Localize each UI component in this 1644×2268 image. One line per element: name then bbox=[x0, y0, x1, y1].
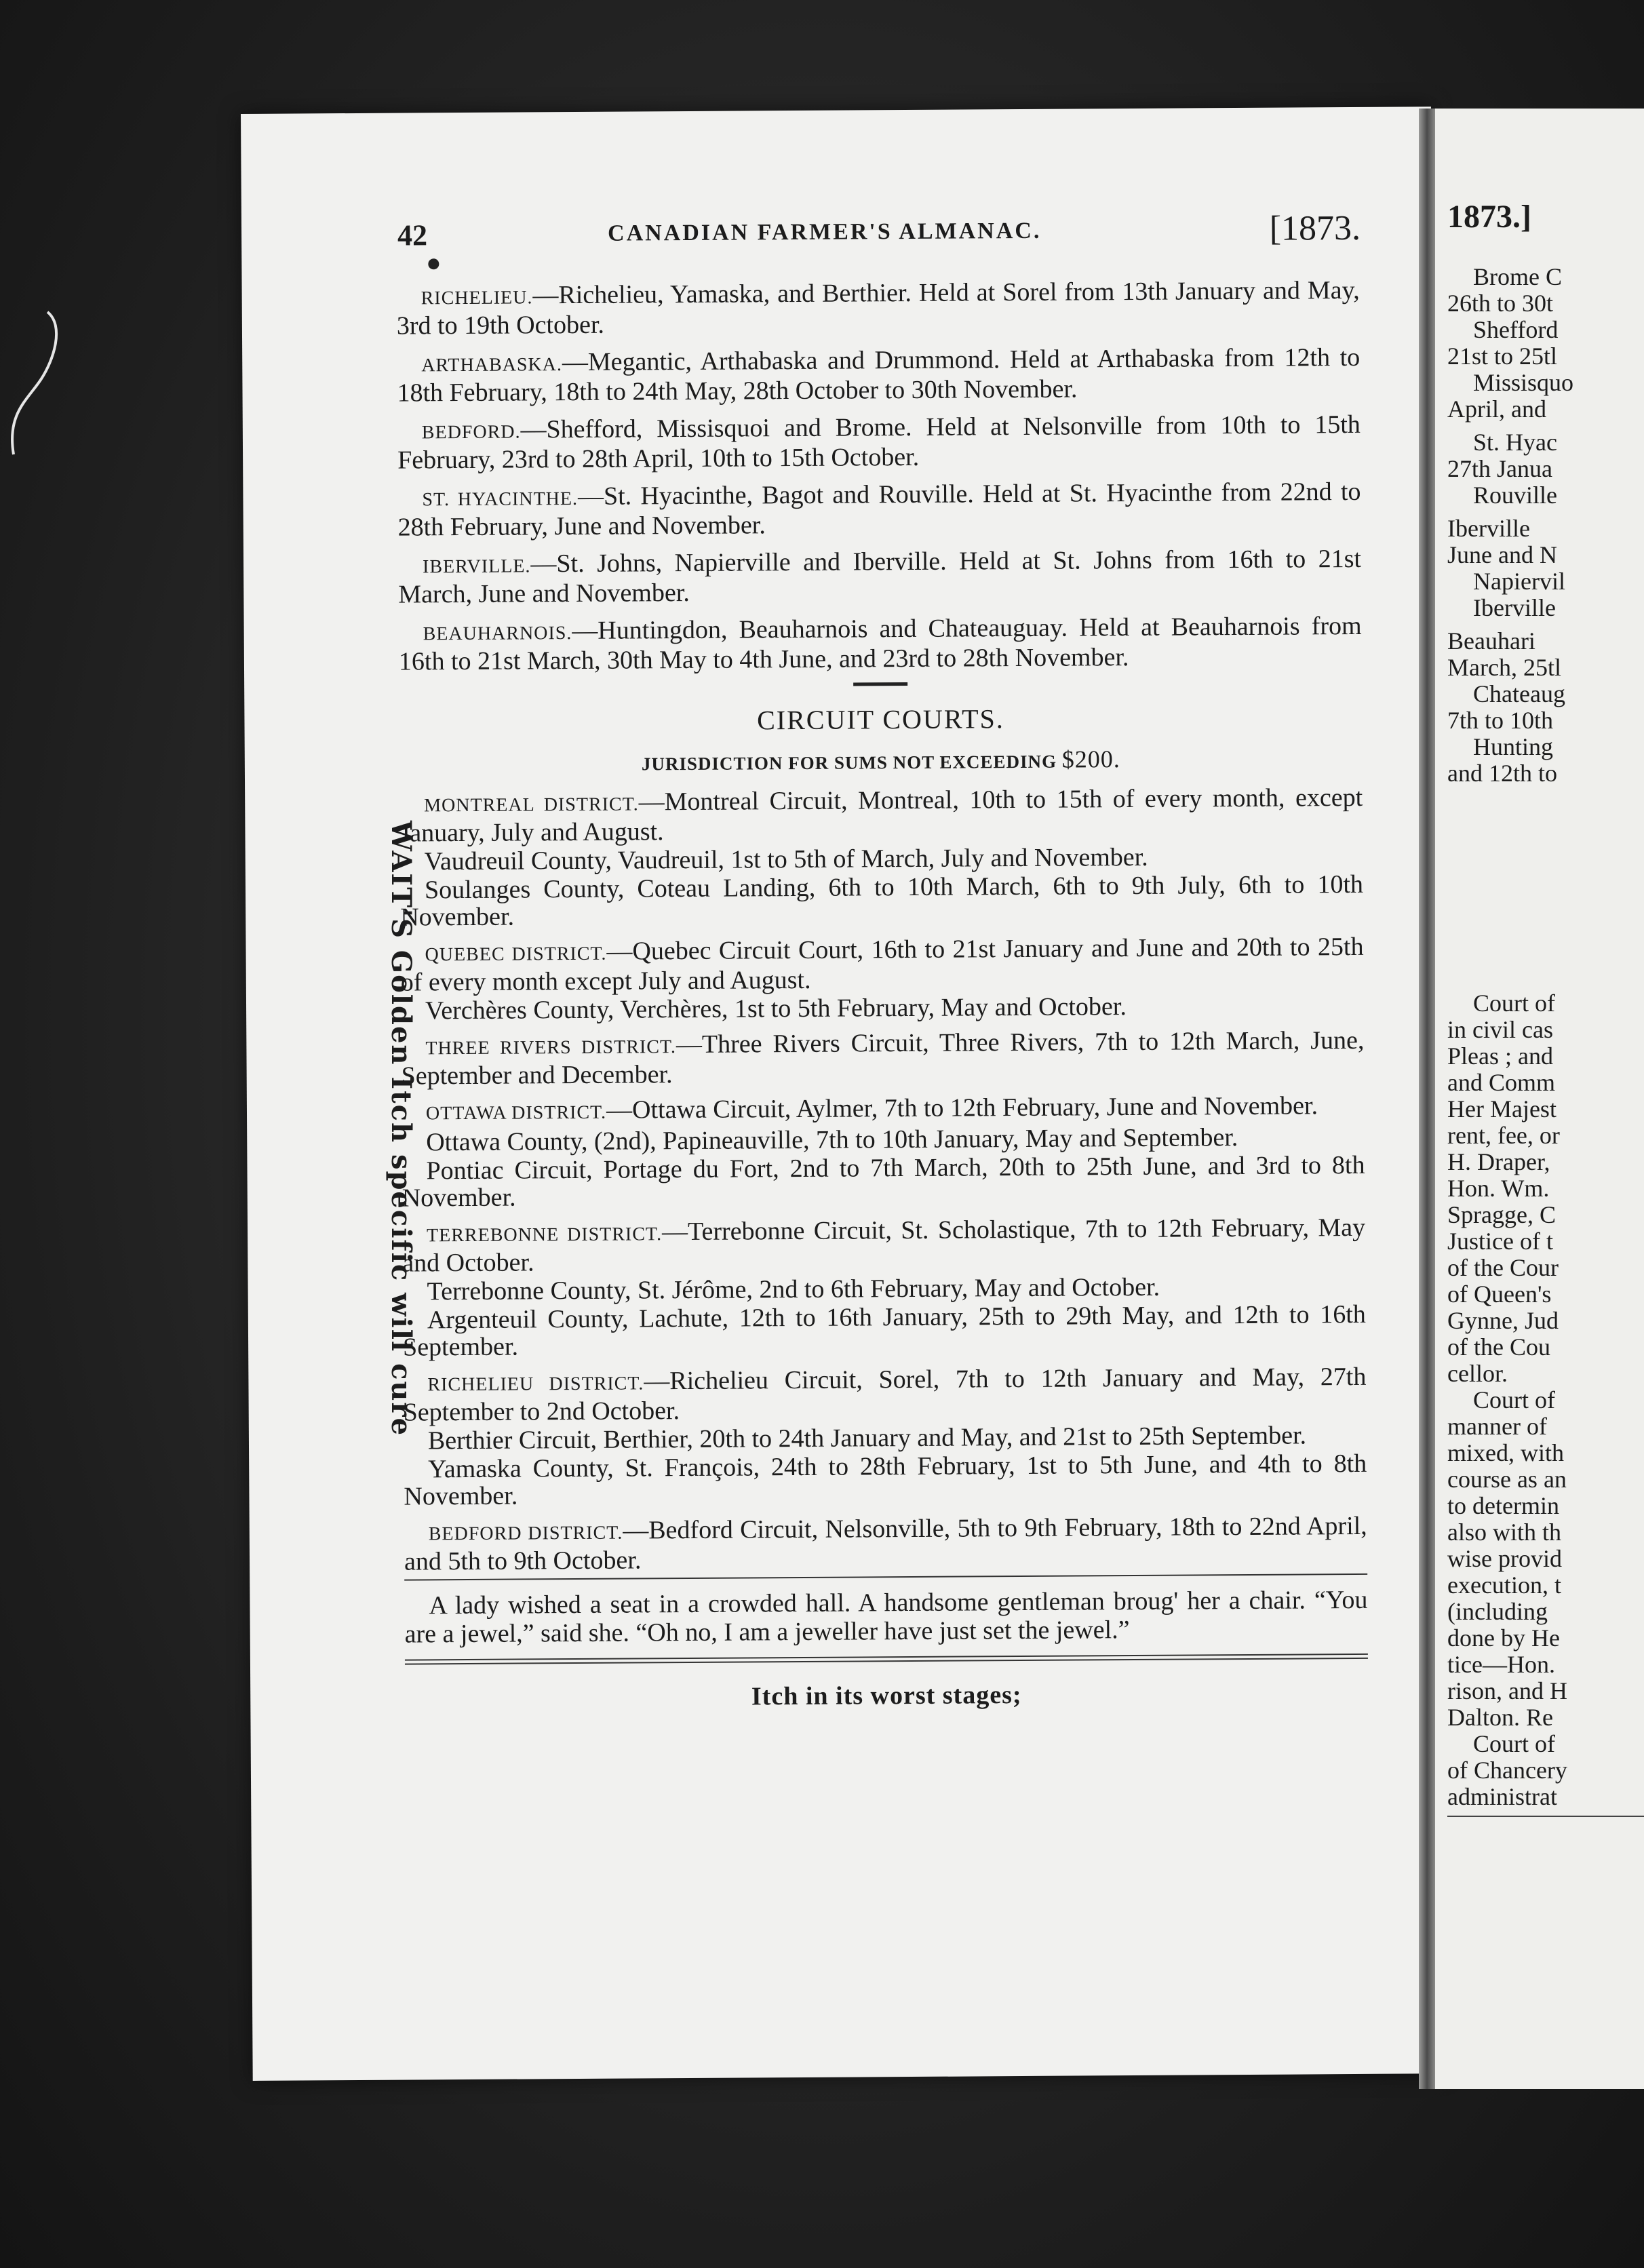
district-paragraph bbox=[397, 344, 1360, 407]
circuit-entry-text: —Richelieu Circuit, Sorel, 7th to 12th January and May, 27th September to 2nd October. bbox=[403, 1362, 1367, 1427]
right-page-line: 26th to 30t bbox=[1447, 290, 1554, 317]
right-page-line: Rouville bbox=[1473, 482, 1557, 509]
right-page-line: in civil cas bbox=[1447, 1016, 1553, 1043]
right-page-line: Iberville bbox=[1447, 515, 1530, 542]
right-page-line: Gynne, Jud bbox=[1447, 1307, 1559, 1334]
right-page-line: H. Draper, bbox=[1447, 1148, 1550, 1175]
district-name: ST. HYACINTHE. bbox=[422, 488, 579, 511]
right-page-line bbox=[1447, 787, 1644, 990]
district-paragraph bbox=[397, 411, 1361, 474]
district-text: —St. Johns, Napierville and Iberville. Held at St. Johns from 16th to 21st March, June and November. bbox=[398, 544, 1362, 609]
district-paragraph bbox=[397, 277, 1360, 340]
district-paragraph bbox=[398, 545, 1361, 608]
circuit-entry-text: Vaudreuil County, Vaudreuil, 1st to 5th of March, July and November. bbox=[424, 842, 1148, 876]
right-page-line: Hunting bbox=[1473, 733, 1554, 760]
right-page-line: mixed, with bbox=[1447, 1439, 1564, 1466]
right-page-line: done by He bbox=[1447, 1624, 1560, 1651]
side-advert: WAIT'S Golden Itch specific will cure bbox=[385, 821, 417, 1437]
district-name: BEDFORD. bbox=[421, 421, 521, 444]
circuit-entry-text: —Terrebonne Circuit, St. Scholastique, 7th to 12th February, May and October. bbox=[402, 1213, 1366, 1278]
circuit-entry bbox=[403, 1363, 1366, 1426]
right-page-line: and 12th to bbox=[1447, 760, 1557, 787]
circuit-district-name: RICHELIEU DISTRICT. bbox=[427, 1373, 644, 1396]
district-name: BEAUHARNOIS. bbox=[423, 623, 572, 645]
right-page-line: March, 25tl bbox=[1447, 654, 1561, 681]
district-text: —Richelieu, Yamaska, and Berthier. Held at Sorel from 13th January and May, 3rd to 19th October. bbox=[396, 275, 1360, 340]
almanac-title: CANADIAN FARMER'S ALMANAC. bbox=[607, 218, 1042, 246]
circuit-list bbox=[399, 784, 1367, 1576]
right-page-text bbox=[1447, 199, 1644, 1817]
right-page-line: of the Cour bbox=[1447, 1254, 1559, 1281]
circuit-entry bbox=[402, 1152, 1365, 1212]
circuit-district-name: THREE RIVERS DISTRICT. bbox=[425, 1036, 677, 1059]
right-page-rule bbox=[1447, 1816, 1644, 1817]
district-text: —Shefford, Missisquoi and Brome. Held at Nelsonville from 10th to 15th February, 23rd to 28th April, 10th to 15th October. bbox=[397, 410, 1361, 475]
circuit-entry-text: Berthier Circuit, Berthier, 20th to 24th January and May, and 21st to 25th September. bbox=[427, 1421, 1307, 1455]
right-page bbox=[1435, 109, 1644, 2089]
circuit-entry bbox=[400, 933, 1363, 996]
right-page-line: Court of bbox=[1473, 1386, 1555, 1413]
right-page-line: (including bbox=[1447, 1598, 1548, 1625]
circuit-courts-subtitle bbox=[399, 744, 1363, 779]
right-page-line: Justice of t bbox=[1447, 1228, 1553, 1255]
right-page-line: St. Hyac bbox=[1473, 429, 1557, 456]
right-page-line: Iberville bbox=[1473, 594, 1556, 621]
right-page-line: to determin bbox=[1447, 1492, 1559, 1519]
circuit-entry-text: Pontiac Circuit, Portage du Fort, 2nd to 7th March, 20th to 25th June, and 3rd to 8th November. bbox=[402, 1150, 1365, 1213]
circuit-entry-text: Yamaska County, St. François, 24th to 28th February, 1st to 5th June, and 4th to 8th November. bbox=[404, 1449, 1367, 1511]
circuit-entry-text: —Bedford Circuit, Nelsonville, 5th to 9th February, 18th to 22nd April, and 5th to 9th October. bbox=[404, 1511, 1367, 1576]
circuit-entry bbox=[400, 871, 1363, 931]
circuit-entry bbox=[401, 992, 1364, 1025]
circuit-entry bbox=[403, 1301, 1366, 1361]
circuit-entry bbox=[404, 1450, 1367, 1510]
district-paragraph bbox=[397, 478, 1361, 541]
right-page-line: Pleas ; and bbox=[1447, 1042, 1553, 1070]
circuit-entry bbox=[401, 1027, 1364, 1090]
district-paragraph bbox=[399, 612, 1362, 676]
circuit-entry-text: Ottawa County, (2nd), Papineauville, 7th to 10th January, May and September. bbox=[426, 1123, 1238, 1157]
right-page-line: of Queen's bbox=[1447, 1280, 1552, 1308]
page-number: 42 bbox=[397, 218, 428, 252]
right-page-line: Shefford bbox=[1473, 316, 1559, 343]
anecdote: A lady wished a seat in a crowded hall. A handsome gentleman broug' her a chair. “You are a jewel,” said she. “Oh no, I am a jeweller have just set the jewel.” bbox=[404, 1585, 1368, 1649]
circuit-entry bbox=[404, 1512, 1367, 1576]
circuit-district-name: OTTAWA DISTRICT. bbox=[425, 1101, 607, 1125]
district-text: —Megantic, Arthabaska and Drummond. Held at Arthabaska from 12th to 18th February, 18th to 24th May, 28th October to 30th November. bbox=[397, 343, 1361, 408]
book-gutter bbox=[1419, 109, 1435, 2089]
circuit-entry-text: Soulanges County, Coteau Landing, 6th to 10th March, 6th to 9th July, 6th to 10th November. bbox=[400, 869, 1364, 932]
right-page-line: Chateaug bbox=[1473, 680, 1565, 707]
right-page-line: Spragge, C bbox=[1447, 1201, 1556, 1228]
right-page-line: Beauhari bbox=[1447, 627, 1535, 654]
jurisdiction-label: JURISDICTION FOR SUMS NOT EXCEEDING bbox=[641, 751, 1057, 775]
right-page-line: wise provid bbox=[1447, 1545, 1562, 1572]
right-page-line: 21st to 25tl bbox=[1447, 343, 1558, 370]
right-page-line: execution, t bbox=[1447, 1571, 1561, 1599]
right-page-line: Napiervil bbox=[1473, 568, 1565, 595]
district-name: IBERVILLE. bbox=[422, 555, 531, 578]
right-page-line: Missisquo bbox=[1473, 369, 1574, 396]
circuit-entry-text: Terrebonne County, St. Jérôme, 2nd to 6th February, May and October. bbox=[427, 1272, 1160, 1306]
running-head bbox=[397, 208, 1361, 266]
circuit-entry-text: —Quebec Circuit Court, 16th to 21st January and June and 20th to 25th of every month except July and August. bbox=[400, 932, 1364, 997]
right-page-lines bbox=[1447, 264, 1644, 1810]
circuit-entry bbox=[399, 784, 1363, 847]
right-page-line: Court of bbox=[1473, 1730, 1555, 1757]
ink-dot bbox=[428, 258, 439, 269]
circuit-entry-text: —Montreal Circuit, Montreal, 10th to 15th of every month, except January, July and August. bbox=[399, 783, 1363, 848]
section-divider bbox=[853, 682, 907, 686]
circuit-entry-text: —Three Rivers Circuit, Three Rivers, 7th to 12th March, June, September and December. bbox=[401, 1025, 1365, 1091]
right-page-line: of the Cou bbox=[1447, 1333, 1550, 1361]
footer-advert: Itch in its worst stages; bbox=[751, 1681, 1022, 1711]
right-page-line: rison, and H bbox=[1447, 1677, 1567, 1704]
right-page-year: 1873.] bbox=[1447, 199, 1531, 235]
right-page-line: Court of bbox=[1473, 990, 1555, 1017]
right-page-line: administrat bbox=[1447, 1783, 1557, 1810]
circuit-district-name: MONTREAL DISTRICT. bbox=[424, 794, 639, 817]
circuit-district-name: BEDFORD DISTRICT. bbox=[428, 1522, 623, 1545]
right-page-line: 27th Janua bbox=[1447, 455, 1552, 482]
double-rule bbox=[405, 1654, 1368, 1665]
right-page-line: Her Majest bbox=[1447, 1095, 1557, 1122]
right-page-line: also with th bbox=[1447, 1519, 1561, 1546]
right-page-line: April, and bbox=[1447, 395, 1546, 423]
circuit-district-name: QUEBEC DISTRICT. bbox=[425, 943, 607, 966]
right-page-line: Hon. Wm. bbox=[1447, 1175, 1550, 1202]
circuit-entry bbox=[402, 1214, 1365, 1277]
page-body bbox=[397, 277, 1369, 1713]
right-page-line: 7th to 10th bbox=[1447, 707, 1554, 734]
district-text: —Huntingdon, Beauharnois and Chateauguay. Held at Beauharnois from 16th to 21st March, 30th May to 4th June, and 23rd to 28th November. bbox=[398, 611, 1362, 676]
district-name: RICHELIEU. bbox=[420, 287, 533, 309]
circuit-district-name: TERREBONNE DISTRICT. bbox=[427, 1224, 663, 1247]
right-page-line: June and N bbox=[1447, 541, 1557, 568]
page-year: [1873. bbox=[1269, 208, 1361, 248]
circuit-entry-text: Verchères County, Verchères, 1st to 5th February, May and October. bbox=[425, 992, 1127, 1025]
right-page-line: course as an bbox=[1447, 1466, 1567, 1493]
right-page-line: rent, fee, or bbox=[1447, 1122, 1560, 1149]
left-page bbox=[241, 106, 1443, 2081]
margin-scribble bbox=[0, 298, 81, 475]
district-name: ARTHABASKA. bbox=[421, 354, 563, 376]
right-page-line: Dalton. Re bbox=[1447, 1704, 1553, 1731]
district-list bbox=[397, 277, 1363, 676]
right-page-line: Brome C bbox=[1473, 263, 1562, 290]
right-page-line: cellor. bbox=[1447, 1360, 1508, 1387]
right-page-line: tice—Hon. bbox=[1447, 1651, 1555, 1678]
circuit-entry bbox=[402, 1092, 1365, 1128]
right-page-line: of Chancery bbox=[1447, 1757, 1567, 1784]
circuit-entry-text: Argenteuil County, Lachute, 12th to 16th January, 25th to 29th May, and 12th to 16th September. bbox=[402, 1299, 1366, 1362]
circuit-entry-text: —Ottawa Circuit, Aylmer, 7th to 12th February, June and November. bbox=[606, 1091, 1318, 1125]
right-page-line: manner of bbox=[1447, 1413, 1547, 1440]
jurisdiction-amount: $200. bbox=[1061, 745, 1120, 773]
circuit-courts-title: CIRCUIT COURTS. bbox=[756, 703, 1004, 736]
district-text: —St. Hyacinthe, Bagot and Rouville. Held at St. Hyacinthe from 22nd to 28th February, June and November. bbox=[397, 477, 1361, 542]
right-page-line: and Comm bbox=[1447, 1069, 1555, 1096]
